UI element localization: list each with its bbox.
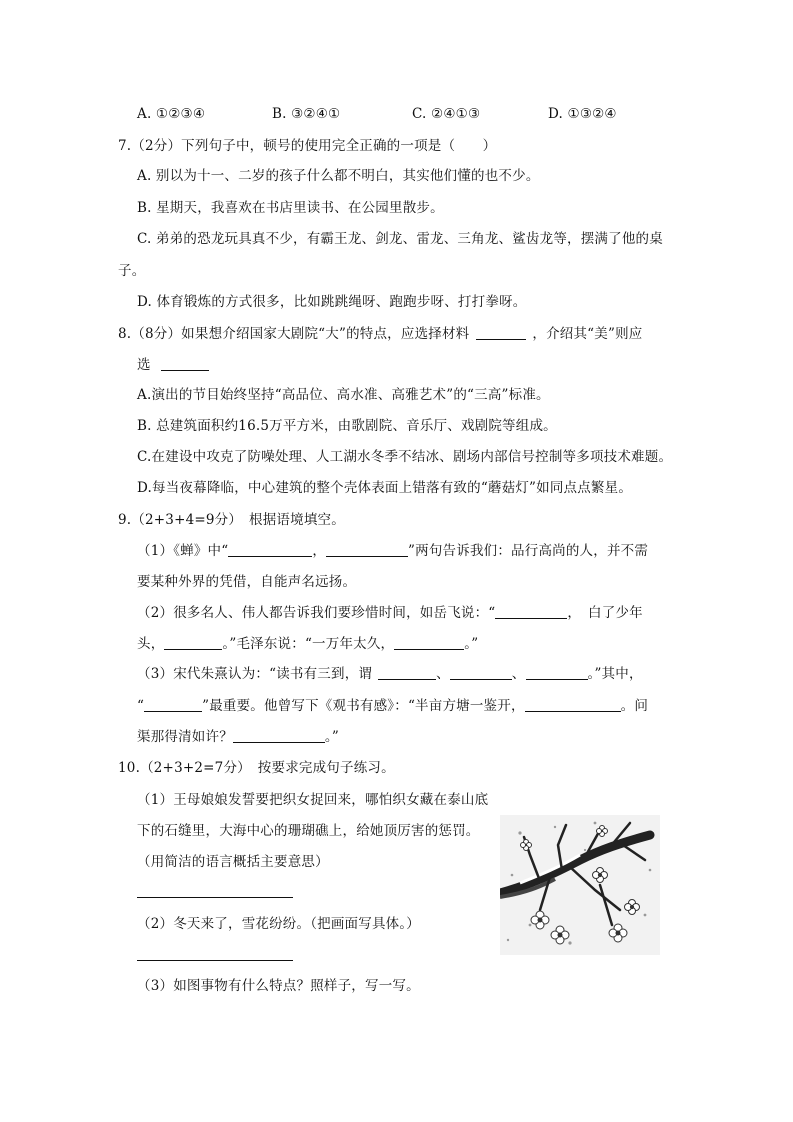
q8-material-c: C.在建设中攻克了防噪处理、人工湖水冬季不结冰、剧场内部信号控制等多项技术难题。 [137,449,673,465]
q9-blank-3[interactable] [495,604,567,619]
q6-option-c: C. ②④①③ [412,106,481,122]
q9-blank-4[interactable] [164,635,222,650]
q6-option-b: B. ③②④① [272,106,341,122]
q9-blank-11[interactable] [233,728,325,743]
q9-blank-2[interactable] [326,542,408,557]
q9-part3: （3）宋代朱熹认为：“读书有三到，谓 、 、 。”其中， [137,666,643,682]
q9-blank-7[interactable] [450,665,512,680]
q8-blank-1[interactable] [476,325,526,340]
q9-stem: 9.（2+3+4=9分） 根据语境填空。 [118,512,345,528]
q6-option-d: D. ①③②④ [548,106,617,122]
q9-part2: （2）很多名人、伟人都告诉我们要珍惜时间，如岳飞说：“ ， 白了少年 [137,605,643,621]
q9-blank-1[interactable] [228,542,312,557]
q10-part1-cont: 下的石缝里，大海中心的珊瑚礁上，给她顶厉害的惩罚。 [137,823,480,839]
q7-option-c-cont: 子。 [118,263,146,279]
q7-option-b: B. 星期天，我喜欢在书店里读书、在公园里散步。 [137,200,444,216]
q7-option-a: A. 别以为十一、二岁的孩子什么都不明白，其实他们懂的也不少。 [137,168,540,184]
q8-stem: 8.（8分）如果想介绍国家大剧院“大”的特点，应选择材料 ，介绍其“美”则应 [118,326,643,342]
q8-material-d: D.每当夜幕降临，中心建筑的整个壳体表面上错落有致的“蘑菇灯”如同点点繁星。 [137,480,633,496]
plum-blossom-image [500,815,660,955]
q10-part1-instruction: （用简洁的语言概括主要意思） [137,854,329,870]
q8-blank-2[interactable] [161,356,209,371]
q9-blank-9[interactable] [144,697,202,712]
q9-part1: （1）《蝉》中“ ， ”两句告诉我们：品行高尚的人，并不需 [137,543,649,559]
q10-stem: 10.（2+3+2=7分） 按要求完成句子练习。 [118,760,395,776]
q9-blank-8[interactable] [526,665,588,680]
q6-option-a: A. ①②③④ [137,106,206,122]
q7-option-d: D. 体育锻炼的方式很多，比如跳跳绳呀、跑跑步呀、打打拳呀。 [137,294,527,310]
q9-part2-cont: 头， 。”毛泽东说：“一万年太久， 。” [137,636,479,652]
q9-blank-6[interactable] [378,665,436,680]
q9-part3-cont: “ ”最重要。他曾写下《观书有感》：“半亩方塘一鉴开， 。问 [137,698,649,714]
q10-answer-line-2[interactable] [137,960,293,961]
q10-part2: （2）冬天来了，雪花纷纷。（把画面写具体。） [137,916,420,932]
q9-part1-cont: 要某种外界的凭借，自能声名远扬。 [137,574,357,590]
q10-answer-line-1[interactable] [137,897,293,898]
q8-material-b: B. 总建筑面积约16.5万平方米，由歌剧院、音乐厅、戏剧院等组成。 [137,418,557,434]
q9-blank-10[interactable] [525,697,621,712]
q7-stem: 7.（2分）下列句子中，顿号的使用完全正确的一项是（ ） [118,138,497,154]
q10-part1: （1）王母娘娘发誓要把织女捉回来，哪怕织女藏在泰山底 [137,792,489,808]
q8-material-a: A.演出的节目始终坚持“高品位、高水准、高雅艺术”的“三高”标准。 [137,387,550,403]
q9-blank-5[interactable] [394,635,464,650]
q8-stem-cont: 选 [137,355,209,375]
q10-part3: （3）如图事物有什么特点？照样子，写一写。 [137,978,420,994]
q7-option-c: C. 弟弟的恐龙玩具真不少，有霸王龙、剑龙、雷龙、三角龙、鲨齿龙等，摆满了他的桌 [137,231,663,247]
q9-part3-cont2: 渠那得清如许？ 。” [137,729,339,745]
